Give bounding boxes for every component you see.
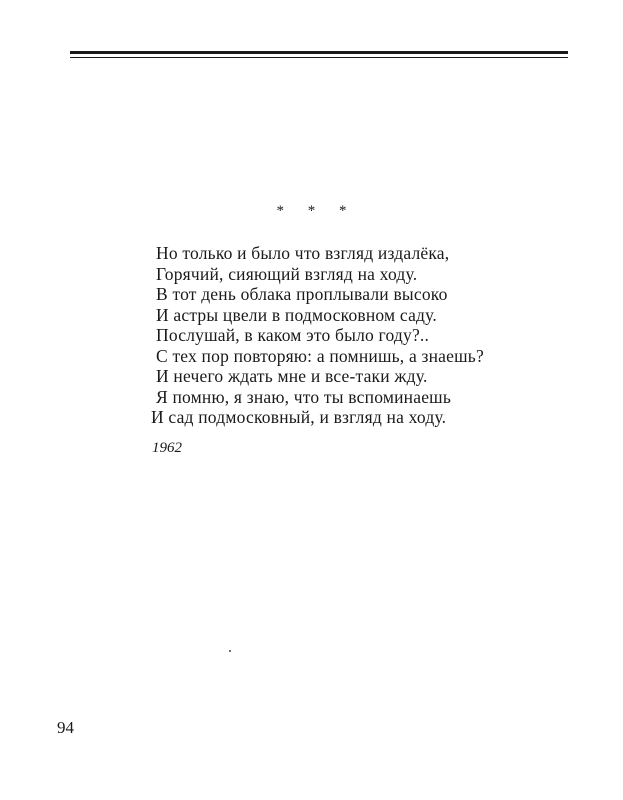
poem-text — [148, 243, 548, 428]
poem-line: В тот день облака проплывали высоко — [156, 284, 448, 304]
poem-line: С тех пор повторяю: а помнишь, а знаешь? — [156, 345, 484, 366]
poem-line: Я помню, я знаю, что ты вспоминаешь — [156, 386, 452, 407]
page-number: 94 — [57, 718, 74, 737]
poem-line: И сад подмосковный, и взгляд на ходу. — [151, 407, 447, 427]
poem-date: 1962 — [152, 440, 182, 456]
poem-line: Горячий, сияющий взгляд на ходу. — [156, 263, 418, 284]
poem-line: И астры цвели в подмосковном саду. — [156, 304, 437, 325]
stanza-separator: * * * — [276, 203, 357, 219]
poem-line: Но только и было что взгляд издалёка, — [156, 243, 450, 263]
poem-line: Послушай, в каком это было году?.. — [156, 325, 430, 345]
header-rule-thin — [70, 57, 568, 58]
print-speck — [229, 650, 231, 652]
header-rule-thick — [70, 51, 568, 54]
poem-line: И нечего ждать мне и все-таки жду. — [156, 366, 428, 386]
